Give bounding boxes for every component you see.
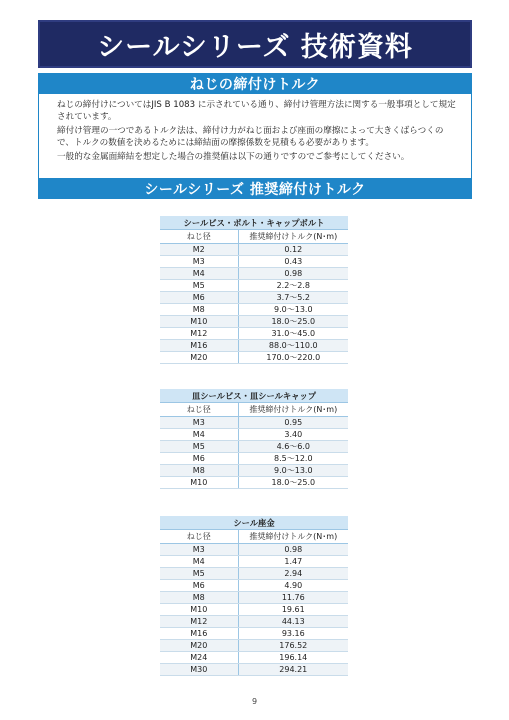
torque-value-cell: 4.6～6.0 (238, 441, 348, 453)
table-header-row (160, 403, 348, 417)
table-row (160, 453, 348, 465)
thread-size-cell: M4 (160, 268, 238, 280)
section-title-torque: ねじの締付けトルク (38, 73, 472, 94)
table-row (160, 604, 348, 616)
table-caption-row (160, 389, 348, 403)
torque-value-cell: 19.61 (238, 604, 348, 616)
table-row (160, 592, 348, 604)
table-header-row (160, 230, 348, 244)
torque-value-cell: 9.0～13.0 (238, 465, 348, 477)
thread-size-cell: M4 (160, 429, 238, 441)
table-caption: 皿シールビス・皿シールキャップ (160, 389, 348, 403)
thread-size-cell: M20 (160, 640, 238, 652)
torque-value-cell: 18.0～25.0 (238, 316, 348, 328)
thread-size-cell: M16 (160, 340, 238, 352)
torque-table-seal-washer (160, 516, 348, 676)
torque-value-cell: 0.12 (238, 244, 348, 256)
table-row (160, 477, 348, 489)
thread-size-cell: M4 (160, 556, 238, 568)
intro-paragraph: ねじの締付けについてはJIS B 1083 に示されている通り、締付け管理方法に関する一般事項として規定されています。 (57, 100, 456, 122)
thread-size-cell: M3 (160, 417, 238, 429)
intro-paragraph: 締付け管理の一つであるトルク法は、締付け力がねじ面および座面の摩擦によって大きくばらつくので、トルクの数値を決めるためには締結面の摩擦係数を見積もる必要があります。 (57, 126, 444, 148)
table-row (160, 580, 348, 592)
torque-value-cell: 9.0～13.0 (238, 304, 348, 316)
column-header-thread-size: ねじ径 (160, 230, 238, 244)
table-row (160, 304, 348, 316)
torque-value-cell: 196.14 (238, 652, 348, 664)
thread-size-cell: M8 (160, 465, 238, 477)
table-row (160, 328, 348, 340)
table-row (160, 628, 348, 640)
table-row (160, 417, 348, 429)
table-row (160, 352, 348, 364)
table-row (160, 568, 348, 580)
thread-size-cell: M20 (160, 352, 238, 364)
thread-size-cell: M2 (160, 244, 238, 256)
torque-value-cell: 18.0～25.0 (238, 477, 348, 489)
table-row (160, 465, 348, 477)
table-row (160, 316, 348, 328)
table-row (160, 664, 348, 676)
torque-value-cell: 170.0～220.0 (238, 352, 348, 364)
table-row (160, 280, 348, 292)
table-row (160, 340, 348, 352)
torque-value-cell: 3.7～5.2 (238, 292, 348, 304)
thread-size-cell: M12 (160, 328, 238, 340)
torque-table-flat-seal-screw (160, 389, 348, 489)
torque-value-cell: 3.40 (238, 429, 348, 441)
thread-size-cell: M24 (160, 652, 238, 664)
thread-size-cell: M10 (160, 316, 238, 328)
table-row (160, 256, 348, 268)
column-header-torque: 推奨締付けトルク(N･m) (238, 230, 348, 244)
torque-table-seal-screw-bolt (160, 216, 348, 364)
table-row (160, 544, 348, 556)
thread-size-cell: M10 (160, 477, 238, 489)
torque-value-cell: 0.95 (238, 417, 348, 429)
table-caption: シールビス・ボルト・キャップボルト (160, 216, 348, 230)
torque-value-cell: 44.13 (238, 616, 348, 628)
column-header-thread-size: ねじ径 (160, 530, 238, 544)
torque-value-cell: 0.98 (238, 544, 348, 556)
thread-size-cell: M16 (160, 628, 238, 640)
section-title-recommended-torque: シールシリーズ 推奨締付けトルク (38, 178, 472, 199)
thread-size-cell: M6 (160, 453, 238, 465)
page-title: シールシリーズ 技術資料 (38, 20, 472, 68)
torque-value-cell: 0.98 (238, 268, 348, 280)
table-row (160, 429, 348, 441)
torque-value-cell: 1.47 (238, 556, 348, 568)
table-row (160, 640, 348, 652)
torque-value-cell: 8.5～12.0 (238, 453, 348, 465)
torque-value-cell: 11.76 (238, 592, 348, 604)
column-header-torque: 推奨締付けトルク(N･m) (238, 530, 348, 544)
thread-size-cell: M10 (160, 604, 238, 616)
table-row (160, 244, 348, 256)
table-row (160, 556, 348, 568)
thread-size-cell: M8 (160, 304, 238, 316)
table-row (160, 292, 348, 304)
column-header-thread-size: ねじ径 (160, 403, 238, 417)
thread-size-cell: M3 (160, 256, 238, 268)
thread-size-cell: M6 (160, 292, 238, 304)
table-row (160, 441, 348, 453)
torque-value-cell: 2.94 (238, 568, 348, 580)
page-number: 9 (251, 697, 258, 706)
thread-size-cell: M6 (160, 580, 238, 592)
torque-value-cell: 4.90 (238, 580, 348, 592)
torque-value-cell: 176.52 (238, 640, 348, 652)
thread-size-cell: M5 (160, 568, 238, 580)
thread-size-cell: M30 (160, 664, 238, 676)
table-caption-row (160, 216, 348, 230)
torque-value-cell: 31.0～45.0 (238, 328, 348, 340)
torque-value-cell: 294.21 (238, 664, 348, 676)
torque-value-cell: 88.0～110.0 (238, 340, 348, 352)
table-caption: シール座金 (160, 516, 348, 530)
table-caption-row (160, 516, 348, 530)
column-header-torque: 推奨締付けトルク(N･m) (238, 403, 348, 417)
table-row (160, 652, 348, 664)
thread-size-cell: M8 (160, 592, 238, 604)
table-row (160, 268, 348, 280)
thread-size-cell: M3 (160, 544, 238, 556)
table-row (160, 616, 348, 628)
thread-size-cell: M5 (160, 280, 238, 292)
thread-size-cell: M5 (160, 441, 238, 453)
thread-size-cell: M12 (160, 616, 238, 628)
torque-value-cell: 93.16 (238, 628, 348, 640)
table-header-row (160, 530, 348, 544)
torque-value-cell: 2.2～2.8 (238, 280, 348, 292)
torque-value-cell: 0.43 (238, 256, 348, 268)
intro-paragraph: 一般的な金属面締結を想定した場合の推奨値は以下の通りですのでご参考にしてください。 (57, 152, 410, 162)
intro-text (38, 94, 472, 178)
